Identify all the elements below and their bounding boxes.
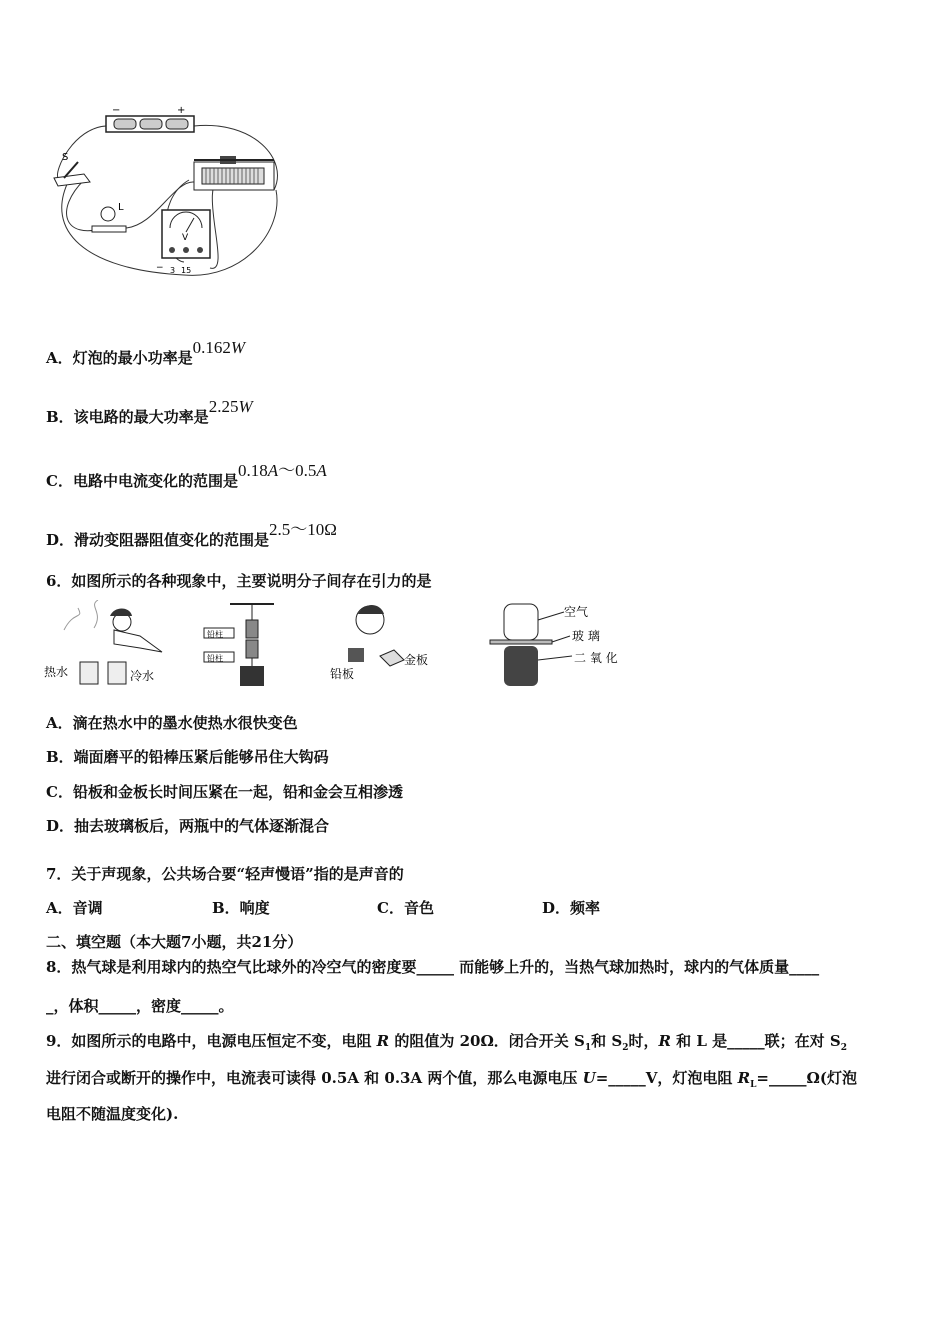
q8-line1: 8．热气球是利用球内的热空气比球外的冷空气的密度要_____ 而能够上升的，当热气球加热时，球内的气体质量____ bbox=[46, 958, 820, 976]
q5-option-b bbox=[46, 397, 253, 426]
q6-option-a: A．滴在热水中的墨水使热水很快变色 bbox=[46, 714, 298, 732]
svg-text:空气: 空气 bbox=[564, 605, 589, 619]
figure-gas-jars bbox=[490, 604, 618, 686]
svg-text:15: 15 bbox=[181, 266, 192, 275]
section-heading: 二、填空题（本大题7小题，共21分） bbox=[46, 933, 303, 951]
q5-option-c bbox=[46, 456, 327, 490]
figure-hot-cold-water bbox=[44, 600, 162, 684]
q9-line3: 电阻不随温度变化). bbox=[46, 1105, 179, 1123]
svg-text:铅板: 铅板 bbox=[330, 667, 355, 681]
q5-option-b-label: B．该电路的最大功率是 bbox=[46, 408, 209, 426]
q7-option-b: B．响度 bbox=[212, 899, 270, 917]
svg-text:铅柱: 铅柱 bbox=[207, 654, 223, 663]
q5-option-a-value: 0.162W bbox=[192, 338, 246, 357]
circuit-figure bbox=[44, 100, 294, 290]
svg-text:金板: 金板 bbox=[404, 653, 429, 667]
q6-option-d: D．抽去玻璃板后，两瓶中的气体逐渐混合 bbox=[46, 817, 330, 835]
q5-option-c-value: 0.18A～0.5A bbox=[237, 461, 327, 480]
svg-text:−: − bbox=[112, 105, 121, 116]
q9-line2: 进行闭合或断开的操作中，电流表可读得 0.5A 和 0.3A 两个值，那么电源电压 U=_____V，灯泡电阻 $R_L=\_\_\_\_\_\Omega$(灯泡 bbox=[46, 1069, 857, 1090]
svg-text:二 氧 化: 二 氧 化 bbox=[574, 651, 618, 665]
q7-option-a: A．音调 bbox=[46, 899, 103, 917]
svg-text:L: L bbox=[118, 202, 124, 213]
q7-option-d: D．频率 bbox=[542, 899, 601, 917]
svg-text:玻 璃: 玻 璃 bbox=[572, 629, 600, 643]
q7-stem: 7．关于声现象，公共场合要“轻声慢语”指的是声音的 bbox=[46, 865, 404, 883]
svg-text:铅柱: 铅柱 bbox=[207, 630, 223, 639]
svg-text:热水: 热水 bbox=[44, 665, 69, 679]
q9-line1: 9．如图所示的电路中，电源电压恒定不变，电阻 R 的阻值为 20Ω．闭合开关 $S_1$和 $S_2$时，R 和 L 是_____联；在对 $S_2$ bbox=[46, 1032, 847, 1053]
figure-lead-gold-plates bbox=[330, 605, 428, 681]
q5-option-c-label: C．电路中电流变化的范围是 bbox=[46, 472, 238, 490]
q8-line2: _，体积_____，密度_____。 bbox=[46, 997, 234, 1015]
svg-text:3: 3 bbox=[170, 266, 176, 275]
q5-option-b-value: 2.25W bbox=[208, 397, 253, 416]
q5-option-d-value: 2.5～10Ω bbox=[269, 520, 337, 539]
q6-option-c: C．铅板和金板长时间压紧在一起，铅和金会互相渗透 bbox=[46, 783, 403, 801]
q6-option-b: B．端面磨平的铅棒压紧后能够吊住大钩码 bbox=[46, 748, 329, 766]
q6-stem: 6．如图所示的各种现象中，主要说明分子间存在引力的是 bbox=[46, 572, 432, 590]
svg-text:+: + bbox=[177, 105, 186, 116]
svg-text:S: S bbox=[62, 152, 69, 163]
q5-option-a-label: A．灯泡的最小功率是 bbox=[46, 349, 193, 367]
svg-text:V: V bbox=[182, 233, 189, 243]
svg-text:冷水: 冷水 bbox=[130, 669, 155, 683]
q5-option-a bbox=[46, 338, 246, 367]
q5-option-d bbox=[46, 515, 337, 549]
figure-lead-rods bbox=[204, 604, 274, 686]
svg-text:−: − bbox=[156, 263, 164, 273]
q7-option-c: C．音色 bbox=[377, 899, 434, 917]
q6-figures bbox=[44, 600, 644, 692]
q5-option-d-label: D．滑动变阻器阻值变化的范围是 bbox=[46, 531, 270, 549]
